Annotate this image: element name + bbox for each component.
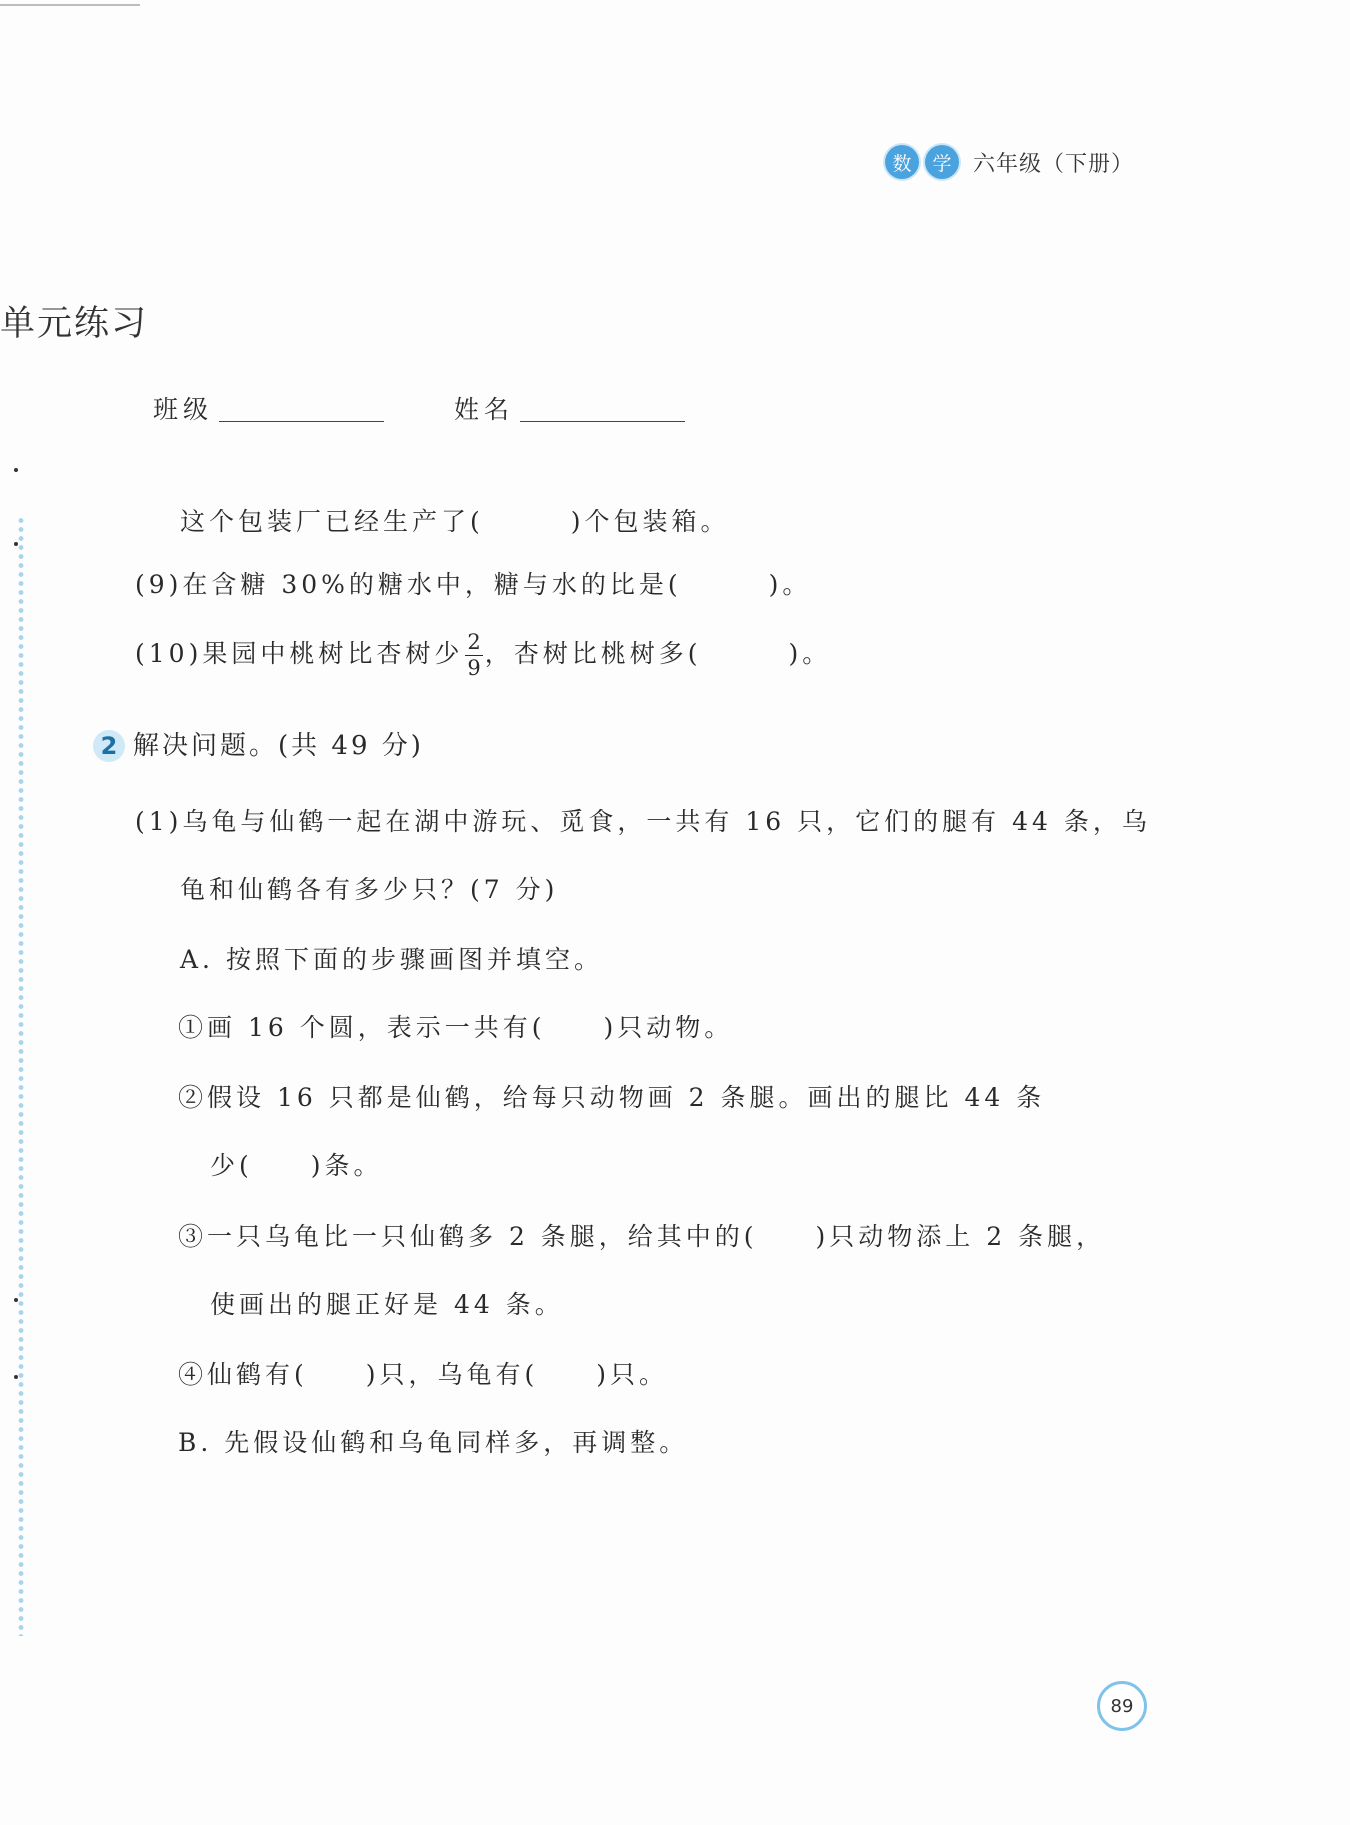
- q8-continued: 这个包装厂已经生产了( )个包装箱。: [180, 507, 730, 536]
- problem1-line1: (1)乌龟与仙鹤一起在湖中游玩、觅食，一共有 16 只，它们的腿有 44 条，乌: [135, 807, 1151, 836]
- section-title: 解决问题。(共 49 分): [133, 731, 424, 761]
- part-a-instruction: A. 按照下面的步骤画图并填空。: [180, 945, 603, 974]
- q10-text-after: ，杏树比桃树多( )。: [484, 639, 832, 668]
- binding-dots: [17, 516, 25, 1636]
- unit-title: 单元练习: [0, 304, 149, 344]
- margin-dot: [14, 468, 18, 472]
- part-b-instruction: B. 先假设仙鹤和乌龟同样多，再调整。: [178, 1428, 689, 1457]
- step-4: ④仙鹤有( )只，乌龟有( )只。: [178, 1360, 669, 1389]
- top-edge-rule: [0, 4, 140, 6]
- fraction-denominator: 9: [467, 656, 481, 680]
- page-header: [885, 143, 1134, 181]
- section-number-badge: 2: [93, 730, 125, 762]
- step-2-line2: 少( )条。: [210, 1151, 383, 1180]
- page-number: 89: [1097, 1681, 1147, 1731]
- subject-char-badge: 数: [885, 145, 919, 179]
- step-3-line2: 使画出的腿正好是 44 条。: [210, 1290, 564, 1319]
- step-2-line1: ②假设 16 只都是仙鹤，给每只动物画 2 条腿。画出的腿比 44 条: [178, 1083, 1046, 1112]
- problem1-line2: 龟和仙鹤各有多少只？(7 分): [180, 875, 559, 904]
- fraction-numerator: 2: [467, 630, 481, 654]
- margin-dot: [14, 1298, 18, 1302]
- margin-dot: [14, 542, 18, 546]
- step-3-line1: ③一只乌龟比一只仙鹤多 2 条腿，给其中的( )只动物添上 2 条腿，: [178, 1222, 1106, 1251]
- q10: [135, 632, 831, 679]
- step-1: ①画 16 个圆，表示一共有( )只动物。: [178, 1013, 734, 1042]
- grade-label: 六年级（下册）: [973, 151, 1135, 177]
- q9: (9)在含糖 30%的糖水中，糖与水的比是( )。: [135, 570, 812, 599]
- margin-dot: [14, 1375, 18, 1379]
- name-field-line[interactable]: [520, 421, 685, 422]
- class-field-line[interactable]: [219, 421, 384, 422]
- subject-char-badge: 学: [925, 145, 959, 179]
- fraction: [465, 632, 482, 679]
- q10-text-before: (10)果园中桃树比杏树少: [135, 639, 464, 668]
- class-label: 班级: [153, 395, 214, 424]
- name-label: 姓名: [454, 395, 515, 424]
